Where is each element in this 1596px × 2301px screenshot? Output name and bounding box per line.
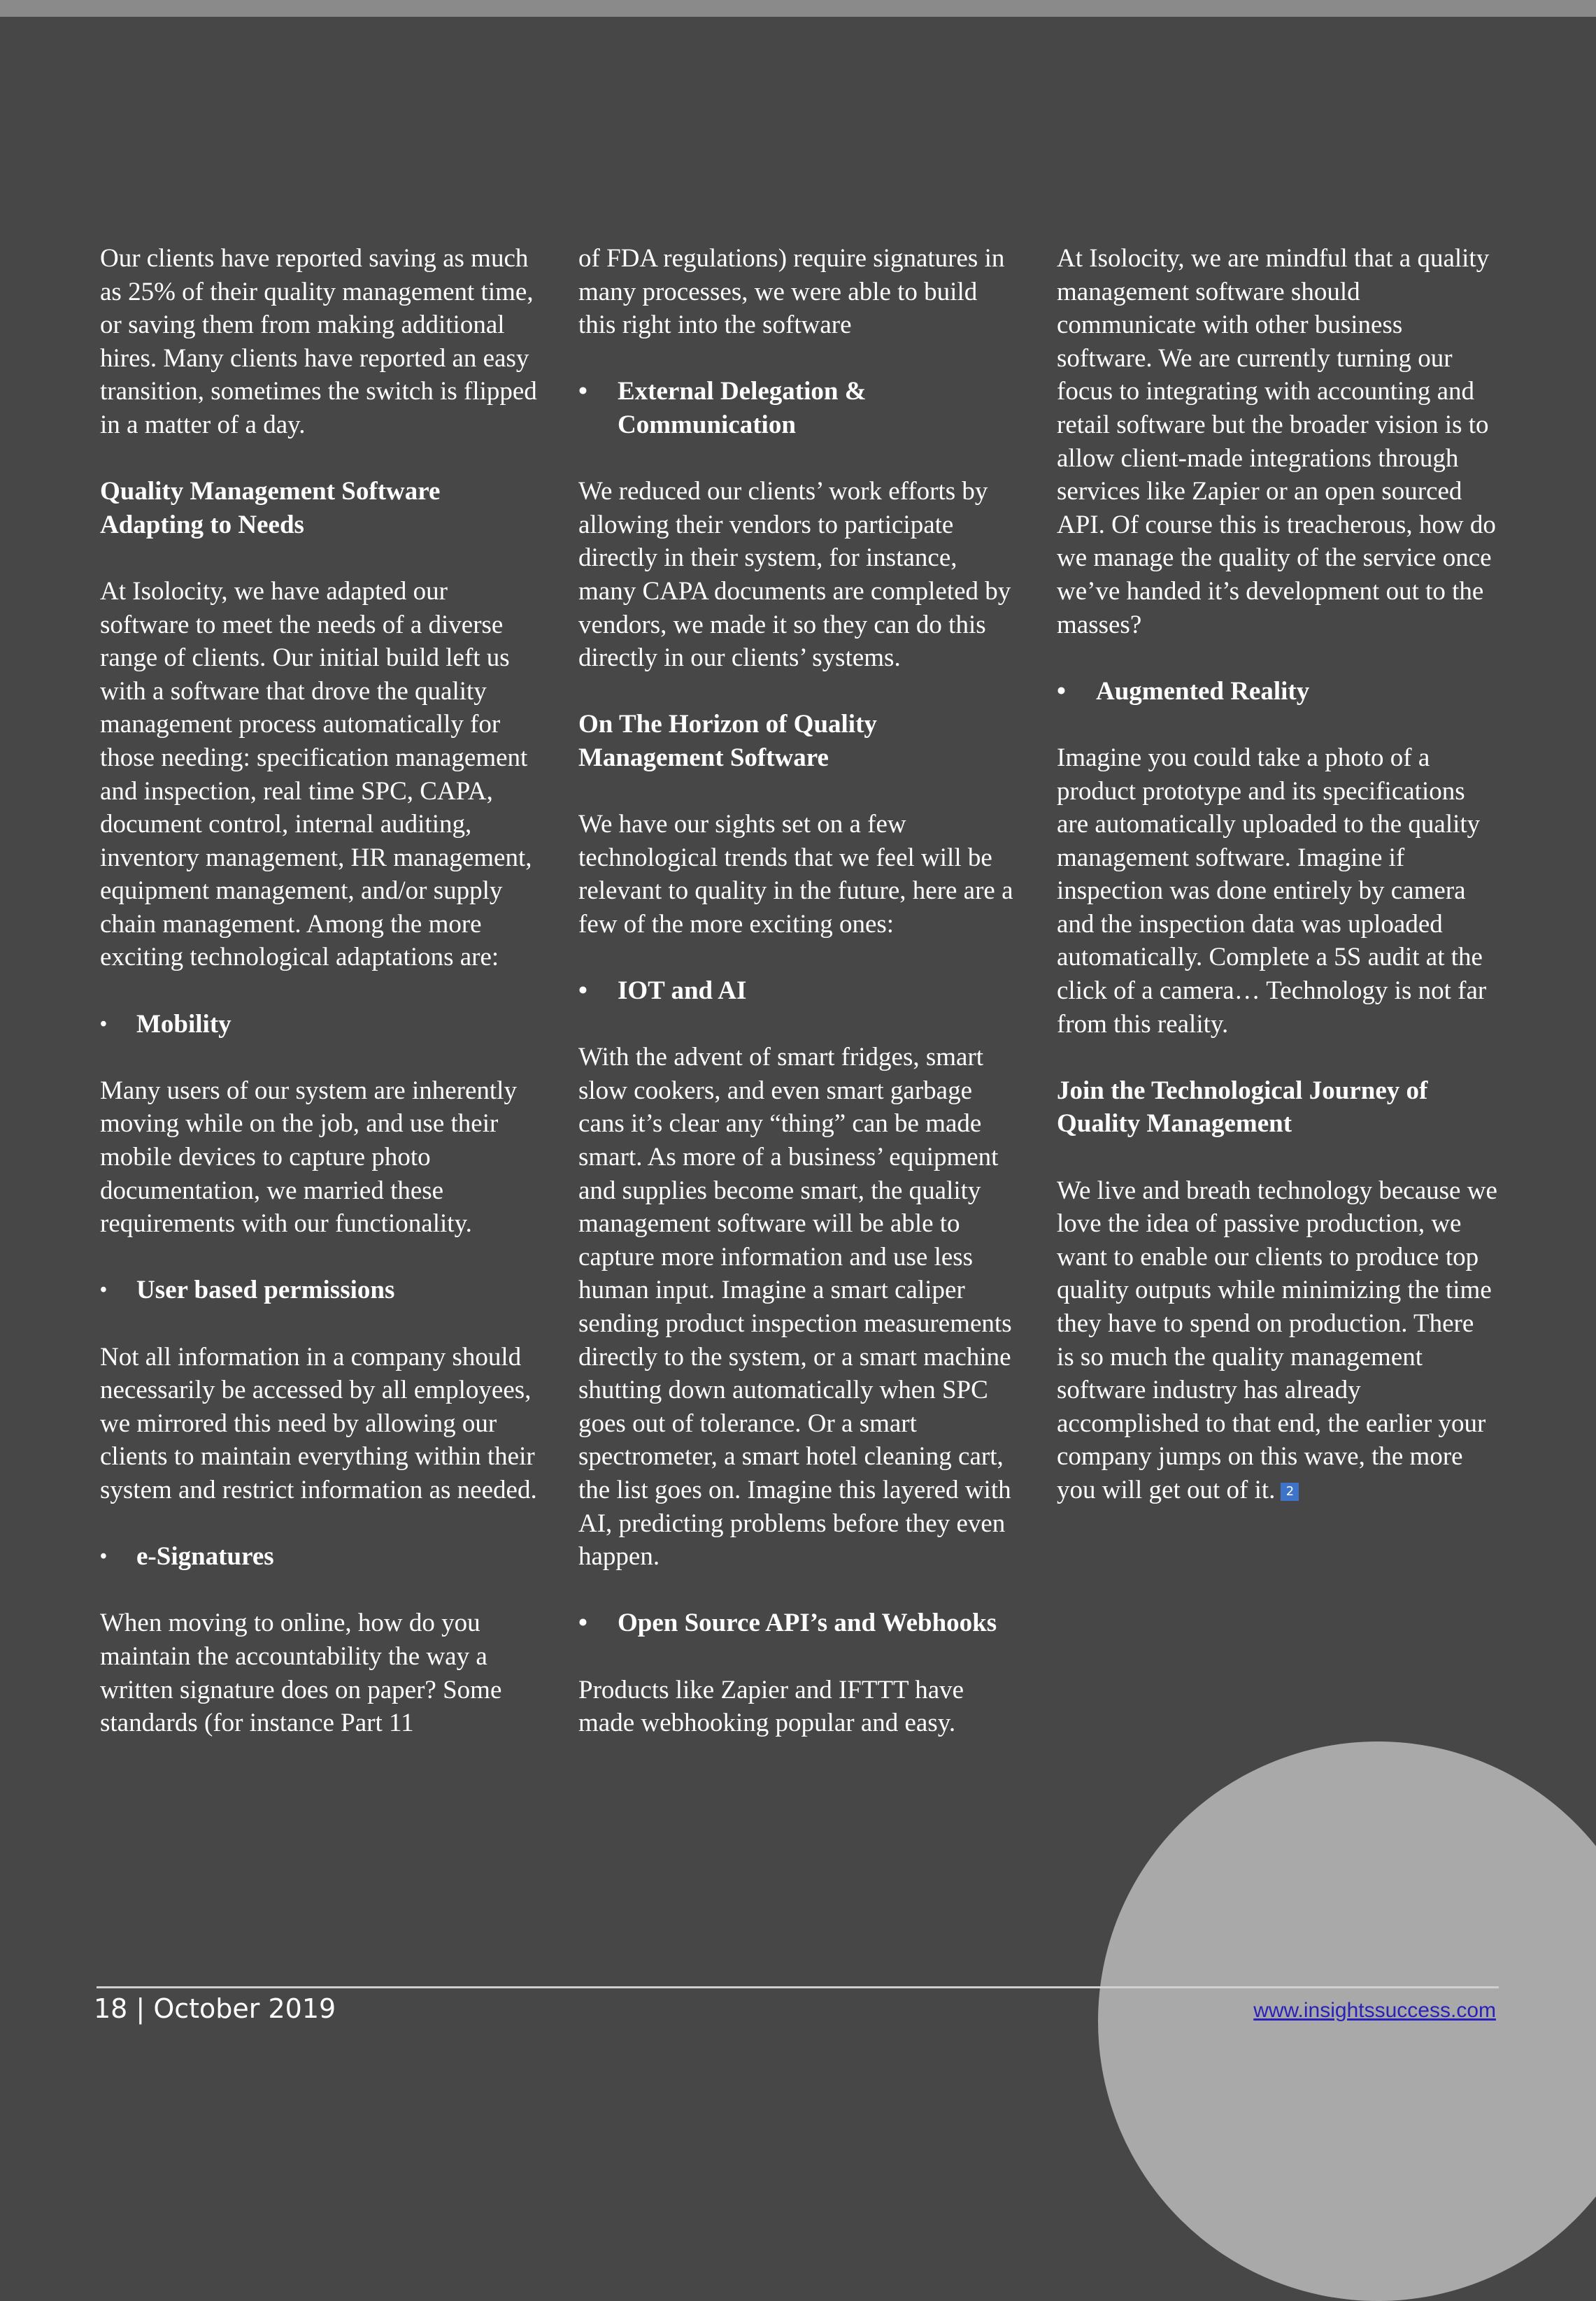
paragraph: We have our sights set on a few technological trends that we feel will be relevant to quality in the future, here are a few of the more exciting ones: [578,810,1013,939]
bullet-item [100,1008,541,1041]
paragraph-text: We live and breath technology because we love the idea of passive production, we want to enable our clients to produce top quality outputs while minimizing the time they have to spend on production. There is so much the quality management software industry has already accomplished to that end, the earlier your company jumps on this wave, the more you will get out of it. [1057,1176,1497,1504]
bullet-icon: • [100,1279,107,1302]
paragraph: With the advent of smart fridges, smart slow cookers, and even smart garbage cans it’s clear any “thing” can be made smart. As more of a business’ equipment and supplies become smart, the quality management software will be able to capture more information and use less human input. Imagine a smart caliper sending product inspection measurements directly to the system, or a smart machine shutting down automatically when SPC goes out of tolerance. Or a smart spectrometer, a smart hotel cleaning cart, the list goes on. Imagine this layered with AI, predicting problems before they even happen. [578,1043,1012,1572]
section-heading: Join the Technological Journey of Quality Management [1057,1076,1428,1139]
bullet-label: Mobility [136,1009,231,1039]
bullet-item [100,1540,541,1574]
bullet-item [578,974,1019,1008]
bullet-item [578,1607,1019,1640]
section-heading: Quality Management Software Adapting to Needs [100,477,441,539]
bullet-icon: • [100,1013,107,1035]
bullet-label: External Delegation & Communication [618,377,867,439]
paragraph: At Isolocity, we are mindful that a quality management software should communicate with other business software. We are currently turning our focus to integrating with accounting and retail software but the broader vision is to allow client-made integrations through services like Zapier or an open sourced API. Of course this is treacherous, how do we manage the quality of the service once we’ve handed it’s development out to the masses? [1057,244,1496,639]
column-1 [100,242,541,1773]
bullet-label: Open Source API’s and Webhooks [618,1609,997,1638]
page-number: 18 | October 2019 [94,1993,336,2024]
end-mark-icon: 2 [1281,1483,1299,1501]
section-heading: On The Horizon of Quality Management Software [578,710,877,772]
bullet-item [1057,675,1497,708]
bullet-label: Augmented Reality [1096,676,1310,706]
column-3 [1057,242,1497,1540]
paragraph: Imagine you could take a photo of a product prototype and its specifications are automatically uploaded to the quality management software. Imagine if inspection was done entirely by camera and the inspection data was uploaded automatically. Complete a 5S audit at the click of a camera… Technology is not far from this reality. [1057,743,1487,1039]
bullet-icon: • [578,1609,587,1638]
paragraph: Our clients have reported saving as much as 25% of their quality management time, or saving them from making additional hires. Many clients have reported an easy transition, sometimes the switch is flipped in a matter of a day. [100,244,537,439]
bullet-label: User based permissions [136,1276,395,1305]
paragraph: of FDA regulations) require signatures in many processes, we were able to build this right into the software [578,244,1005,340]
paragraph: At Isolocity, we have adapted our software to meet the needs of a diverse range of clients. Our initial build left us with a software that drove the quality management process automatically for those needing: specification management and inspection, real time SPC, CAPA, document control, internal auditing, inventory management, HR management, equipment management, and/or supply chain management. Among the more exciting technological adaptations are: [100,576,532,972]
column-2 [578,242,1019,1773]
bullet-label: e-Signatures [136,1542,274,1572]
paragraph: Not all information in a company should necessarily be accessed by all employees, we mirrored this need by allowing our clients to maintain everything within their system and restrict information as needed. [100,1342,537,1504]
bullet-item [578,375,1019,441]
paragraph: Products like Zapier and IFTTT have made webhooking popular and easy. [578,1675,964,1738]
bullet-icon: • [1057,676,1066,706]
footer-rule [97,1986,1499,1988]
bullet-label: IOT and AI [618,976,747,1006]
paragraph: Many users of our system are inherently moving while on the job, and use their mobile devices to capture photo documentation, we married these requirements with our functionality. [100,1076,517,1239]
bullet-icon: • [578,377,587,406]
website-link[interactable]: www.insightssuccess.com [1253,1999,1496,2022]
top-strip [0,0,1596,17]
paragraph: When moving to online, how do you maintain the accountability the way a written signature does on paper? Some standards (for instance Part 11 [100,1609,502,1738]
bullet-icon: • [578,976,587,1006]
closing-paragraph [1057,1174,1497,1507]
paragraph: We reduced our clients’ work efforts by allowing their vendors to participate directly in their system, for instance, many CAPA documents are completed by vendors, we made it so they can do this directly in our clients’ systems. [578,477,1011,673]
bullet-item [100,1274,541,1307]
bullet-icon: • [100,1546,107,1568]
